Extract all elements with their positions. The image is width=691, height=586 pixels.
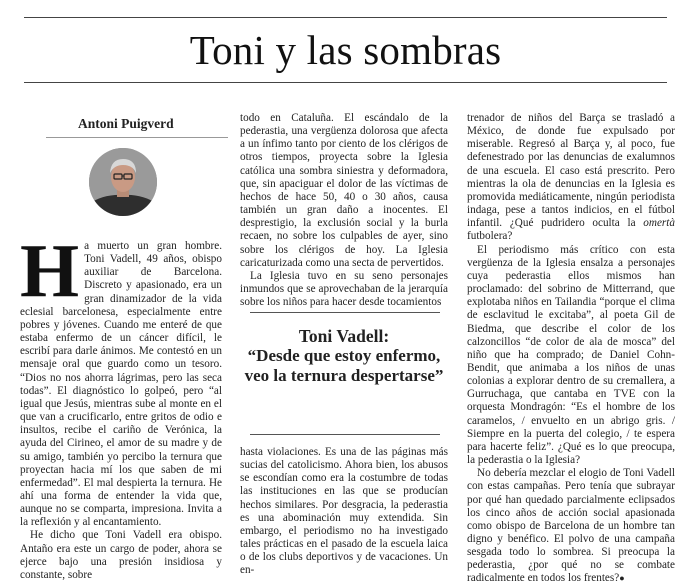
paragraph-text: a muerto un gran hombre. Toni Vadell, 49 años, obispo auxiliar de Barcelona. Discreto y apasionado, era un gran dinamizador de la vida eclesial barcelonesa, especialmente entre pobres y jóvenes. Cuando me enteré de que estaba enfermo de un cáncer difícil, le escribí para darle ánimos. Me contestó en un mensaje oral que guardo como un tesoro. “Dios no nos ahorra lágrimas, pero las seca todas”. El diagnóstico lo golpeó, pero “al igual que Jesús, mientras sube al monte en el que van a crucificarlo, entre gritos de odio e insultos, recibe el cariño de Verónica, la ayuda del Cirineo, el amor de su madre y de su amigo, también yo percibo la ternura que proyectan hacia mí los que saben de mi enfermedad”. El mal despierta la ternura. He ahí una forma de entender la vida que, aunque no se comparta, impresiona. Invita a la reflexión y al encantamiento. [20, 240, 222, 529]
pullquote-rule-top [250, 312, 440, 313]
title-rule [24, 82, 667, 83]
pullquote-rule-bottom [250, 434, 440, 435]
author-portrait-icon [89, 148, 157, 216]
paragraph: La Iglesia tuvo en su seno personajes inmundos que se aprovechaban de la jerarquía sobre los niños para hacer desde tocamientos [240, 269, 448, 309]
column-2-bottom [240, 446, 448, 578]
paragraph [467, 467, 675, 585]
paragraph [20, 229, 222, 529]
paragraph-text: No debería mezclar el elogio de Toni Vadell con estas campañas. Pero tenía que subrayar por qué han quedado parcialmente eclipsados los cinco años de acción social apasionada como obispo de Barcelona de un hombre tan digno y benéfico. El polvo de una campaña sesgada todo lo sombrea. Si preocupa la pederastia, ¿por qué no se combate radicalmente en todos los frentes? [467, 467, 675, 585]
paragraph-text: futbolera? [467, 230, 513, 243]
pullquote-text: “Desde que estoy enfermo, veo la ternura despertarse” [244, 346, 444, 385]
italic-word: omertà [643, 217, 675, 230]
column-1 [20, 229, 222, 582]
paragraph: El periodismo más crítico con esta vergüenza de la Iglesia ensalza a personajes cuya pederastia ellos mismos han proclamado: del sobrino de Mitterrand, que explotaba niños en Tailandia “porque el clima de esclavitud le excitaba”, al poeta Gil de Biedma, que describe el color de los calzoncillos “de color de ala de mosca” del niño que ha comprado; de Daniel Cohn-Bendit, que animaba a los niños de unas colonias a explorar dentro de su cremallera, a Gurruchaga, que cantaba en TVE con la orquesta Mondragón: “Es el hombre de los caramelos, / envuelto en un abrigo gris. / Siempre en la puerta del colegio, / te espera para hacerte feliz”. ¿Qué es lo que preocupa, la pederastia o la Iglesia? [467, 243, 675, 467]
paragraph: He dicho que Toni Vadell era obispo. Antaño era este un cargo de poder, ahora se ejerce bajo una presión insidiosa y constante, sobre [20, 529, 222, 581]
column-2-top [240, 112, 448, 309]
paragraph: hasta violaciones. Es una de las páginas más sucias del catolicismo. Ahora bien, los abusos se escondían como era la costumbre de todas las instituciones en las que se producían hechos similares. Por desgracia, la pederastia es una abominación muy extendida. Sin embargo, el periodismo no ha investigado tales prácticas en el pasado de la escuela laica o de los clubs deportivos y de vacaciones. Un en- [240, 446, 448, 577]
end-mark-icon: ● [619, 573, 625, 584]
byline-rule [46, 137, 228, 138]
paragraph: todo en Cataluña. El escándalo de la pederastia, una vergüenza dolorosa que afecta a un ínfimo tanto por ciento de los clérigos de otros tiempos, proyecta sobre la Iglesia católica una sombra siniestra y deformadora, que, sin apaciguar el dolor de las víctimas de hechos de hace 50, 40 o 30 años, causa también un gran daño a inocentes. El desprestigio, la exclusión social y la burla recaen, no sobre los culpables de ayer, sino sobre los clérigos de hoy. La Iglesia caricaturizada como una secta de pervertidos. [240, 112, 448, 269]
pullquote-name: Toni Vadell: [298, 326, 390, 346]
author-byline: Antoni Puigverd [78, 116, 174, 131]
author-photo [89, 148, 157, 216]
pullquote [240, 326, 448, 386]
drop-cap: H [20, 229, 80, 313]
paragraph-text: trenador de niños del Barça se trasladó a México, de donde fue expulsado por miserable. Regresó al Barça y, al poco, fue defenestrado por las denuncias de exalumnos de una escuela. El caso está prescrito. Pero mientras la ola de denuncias en la Iglesia es promovida mediáticamente, ningún periodista indaga, pese a tantos indicios, en el fútbol infantil. ¿Qué pudridero oculta la [467, 112, 675, 230]
column-3 [467, 112, 675, 586]
article-title: Toni y las sombras [189, 27, 502, 73]
paragraph [467, 112, 675, 244]
top-rule [24, 17, 667, 18]
